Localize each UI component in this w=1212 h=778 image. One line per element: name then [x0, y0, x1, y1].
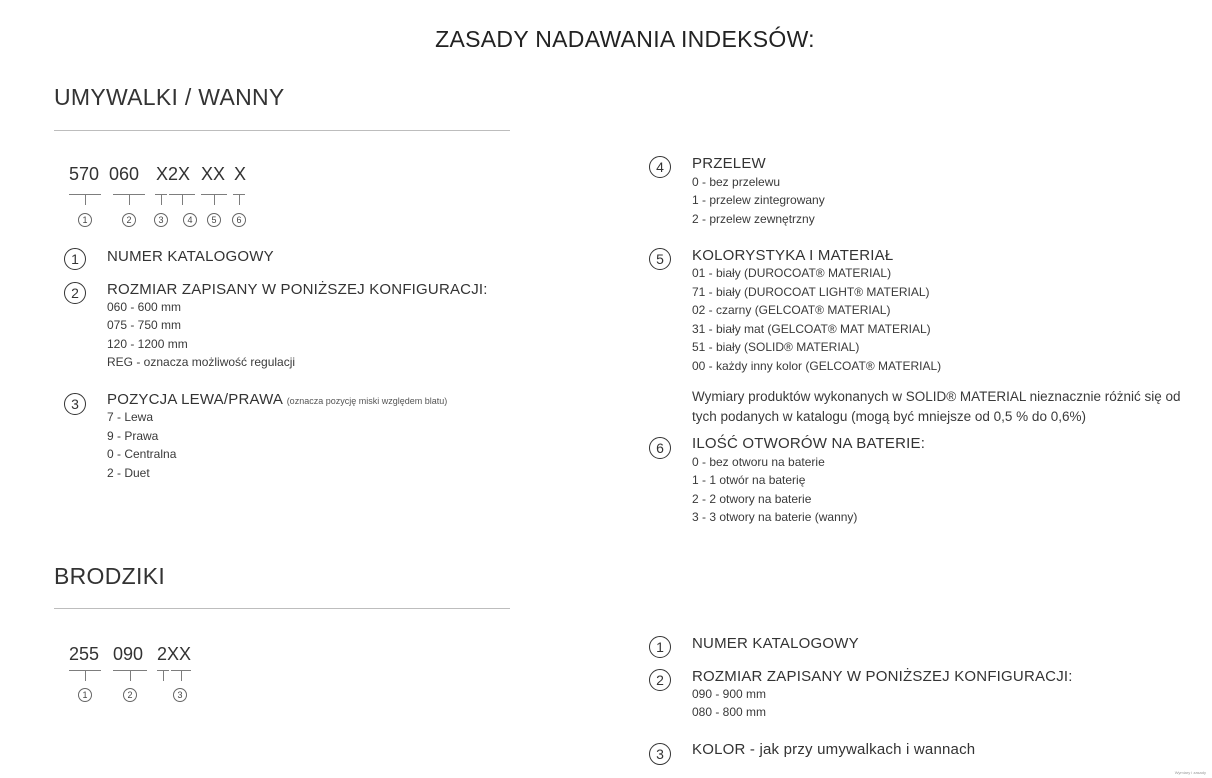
- item-line: 9 - Prawa: [107, 429, 159, 443]
- code-part: X2X: [156, 164, 191, 184]
- number-badge: 6: [649, 437, 671, 459]
- number-badge: 4: [649, 156, 671, 178]
- page-title: ZASADY NADAWANIA INDEKSÓW:: [435, 26, 815, 52]
- code-marker: 2: [122, 213, 136, 227]
- code-marker: 1: [78, 688, 92, 702]
- item-line: 0 - bez przelewu: [692, 175, 781, 189]
- item-line: 00 - każdy inny kolor (GELCOAT® MATERIAL): [692, 359, 942, 373]
- code-bracket: [113, 670, 147, 679]
- item-heading: PRZELEW: [692, 155, 766, 172]
- item-line: 51 - biały (SOLID® MATERIAL): [692, 340, 860, 354]
- code-marker: 3: [173, 688, 187, 702]
- item-heading: ROZMIAR ZAPISANY W PONIŻSZEJ KONFIGURACJI:: [692, 668, 1073, 685]
- divider: [54, 608, 510, 609]
- number-badge: 3: [649, 743, 671, 765]
- item-line: 090 - 900 mm: [692, 687, 767, 701]
- code-bracket: [201, 194, 227, 203]
- code-bracket: [69, 194, 101, 203]
- code-part: XX: [201, 164, 226, 184]
- item-heading: ROZMIAR ZAPISANY W PONIŻSZEJ KONFIGURACJI:: [107, 281, 488, 298]
- code-part: 2XX: [157, 644, 192, 664]
- number-badge: 3: [64, 393, 86, 415]
- item-line: 7 - Lewa: [107, 410, 154, 424]
- number-badge: 2: [64, 282, 86, 304]
- item-heading: [107, 391, 447, 408]
- code-bracket: [113, 194, 145, 203]
- section-heading-brodziki: BRODZIKI: [54, 563, 166, 589]
- code-marker: 2: [123, 688, 137, 702]
- code-marker: 6: [232, 213, 246, 227]
- code-bracket: [233, 194, 245, 203]
- item-heading: KOLOR - jak przy umywalkach i wannach: [692, 741, 976, 758]
- number-badge: 1: [64, 248, 86, 270]
- item-heading: NUMER KATALOGOWY: [107, 248, 274, 265]
- material-note-line: Wymiary produktów wykonanych w SOLID® MATERIAL nieznacznie różnić się od: [692, 389, 1181, 404]
- code-part: 090: [113, 644, 144, 664]
- item-line: 3 - 3 otwory na baterie (wanny): [692, 510, 858, 524]
- code-bracket: [169, 194, 195, 203]
- code-part: X: [234, 164, 247, 184]
- item-line: 71 - biały (DUROCOAT LIGHT® MATERIAL): [692, 285, 930, 299]
- item-heading: ILOŚĆ OTWORÓW NA BATERIE:: [692, 435, 926, 452]
- code-bracket: [69, 670, 101, 679]
- item-line: 1 - 1 otwór na baterię: [692, 473, 806, 487]
- number-badge: 2: [649, 669, 671, 691]
- item-line: 2 - 2 otwory na baterie: [692, 492, 812, 506]
- item-line: 1 - przelew zintegrowany: [692, 193, 825, 207]
- section-heading-umywalki: UMYWALKI / WANNY: [54, 84, 285, 110]
- footer-tiny-text: Wymiary i zasady: [1174, 770, 1206, 775]
- item-line: 0 - Centralna: [107, 447, 177, 461]
- item-line: 2 - Duet: [107, 466, 150, 480]
- item-line: 060 - 600 mm: [107, 300, 182, 314]
- code-part: 060: [109, 164, 140, 184]
- item-heading-text: POZYCJA LEWA/PRAWA: [107, 391, 283, 408]
- item-line: 080 - 800 mm: [692, 705, 767, 719]
- item-line: 01 - biały (DUROCOAT® MATERIAL): [692, 266, 892, 280]
- item-heading: KOLORYSTYKA I MATERIAŁ: [692, 247, 894, 264]
- code-part: 255: [69, 644, 100, 664]
- code-bracket: [171, 670, 191, 679]
- item-line: 31 - biały mat (GELCOAT® MAT MATERIAL): [692, 322, 931, 336]
- item-heading: NUMER KATALOGOWY: [692, 635, 859, 652]
- item-line: 0 - bez otworu na baterie: [692, 455, 825, 469]
- item-heading-note: (oznacza pozycję miski względem blatu): [286, 396, 448, 406]
- code-bracket: [155, 194, 167, 203]
- material-note-line: tych podanych w katalogu (mogą być mniejsze od 0,5 % do 0,6%): [692, 409, 1086, 424]
- item-line: REG - oznacza możliwość regulacji: [107, 355, 296, 369]
- code-part: 570: [69, 164, 100, 184]
- code-marker: 4: [183, 213, 197, 227]
- code-marker: 5: [207, 213, 221, 227]
- number-badge: 1: [649, 636, 671, 658]
- code-marker: 3: [154, 213, 168, 227]
- item-line: 120 - 1200 mm: [107, 337, 188, 351]
- divider: [54, 130, 510, 131]
- number-badge: 5: [649, 248, 671, 270]
- code-marker: 1: [78, 213, 92, 227]
- item-line: 2 - przelew zewnętrzny: [692, 212, 815, 226]
- code-bracket: [157, 670, 169, 679]
- item-line: 075 - 750 mm: [107, 318, 182, 332]
- item-line: 02 - czarny (GELCOAT® MATERIAL): [692, 303, 891, 317]
